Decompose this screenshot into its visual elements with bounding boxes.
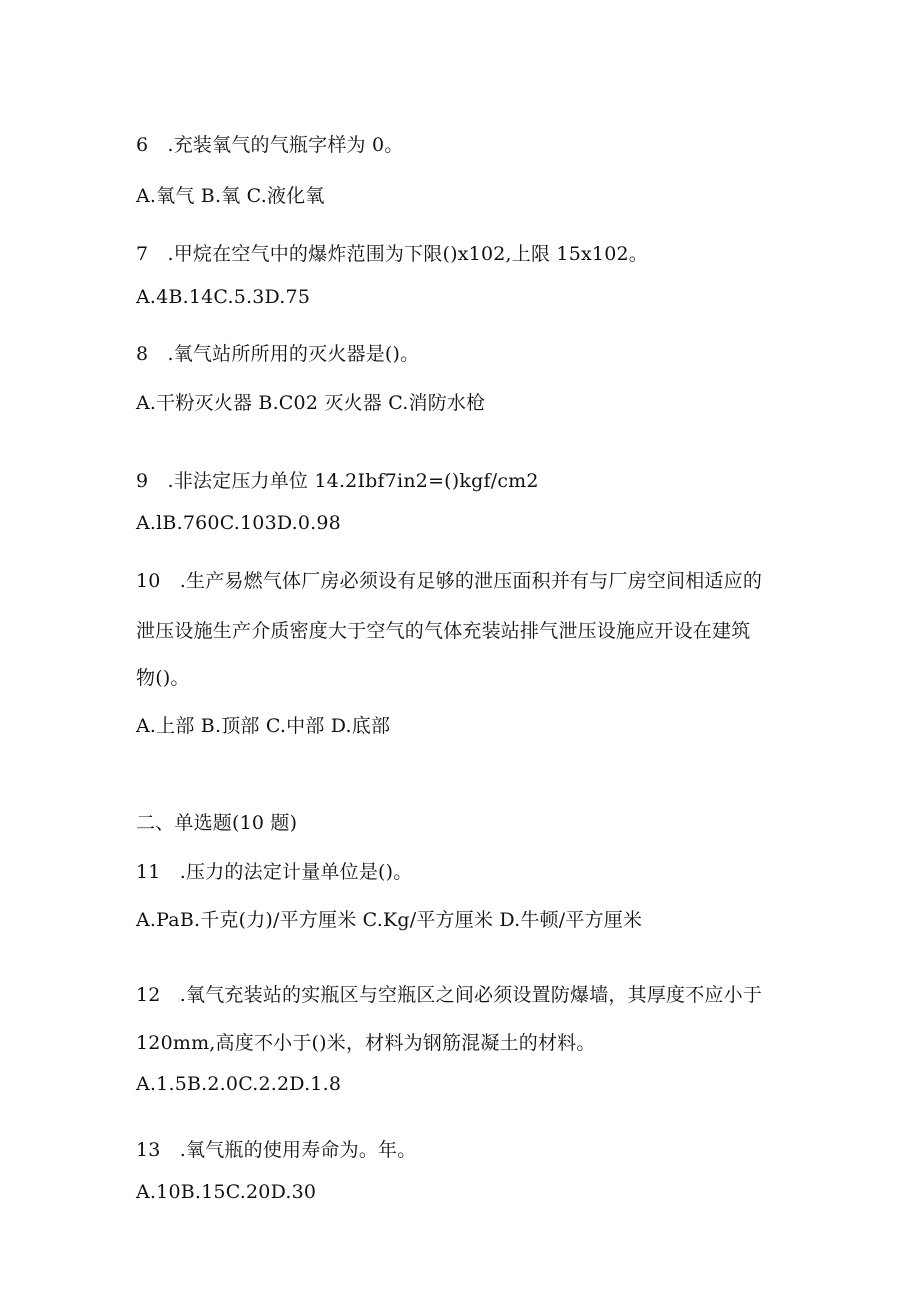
question-7-text: 7 .甲烷在空气中的爆炸范围为下限()x102,上限 15x102。: [136, 243, 648, 265]
question-11-text: 11 .压力的法定计量单位是()。: [136, 861, 413, 883]
question-9-text: 9 .非法定压力单位 14.2Ibf7in2=()kgf∕cm2: [136, 470, 539, 492]
question-10-options: A.上部 B.顶部 C.中部 D.底部: [136, 715, 391, 737]
question-12-text-line-1: 12 .氧气充装站的实瓶区与空瓶区之间必须设置防爆墙，其厚度不应小于: [136, 984, 763, 1006]
question-8-options: A.干粉灭火器 B.C02 灭火器 C.消防水枪: [136, 392, 486, 414]
question-9-options: A.lB.760C.103D.0.98: [136, 512, 341, 534]
section-heading: 二、单选题(10 题): [136, 812, 298, 834]
question-12-options: A.1.5B.2.0C.2.2D.1.8: [136, 1073, 342, 1095]
question-8-text: 8 .氧气站所所用的灭火器是()。: [136, 343, 420, 365]
question-11-options: A.PaB.千克(力)/平方厘米 C.Kg∕平方厘米 D.牛顿/平方厘米: [136, 909, 643, 931]
question-13-text: 13 .氧气瓶的使用寿命为。年。: [136, 1139, 417, 1161]
question-6-options: A.氧气 B.氧 C.液化氧: [136, 185, 325, 207]
question-10-text-line-2: 泄压设施生产介质密度大于空气的气体充装站排气泄压设施应开设在建筑: [136, 620, 751, 642]
question-12-text-line-2: 120mm,高度不小于()米，材料为钢筋混凝土的材料。: [136, 1032, 596, 1054]
question-10-text-line-3: 物()。: [136, 667, 190, 689]
question-7-options: A.4B.14C.5.3D.75: [136, 286, 311, 308]
question-13-options: A.10B.15C.20D.30: [136, 1181, 317, 1203]
question-10-text-line-1: 10 .生产易燃气体厂房必须设有足够的泄压面积并有与厂房空间相适应的: [136, 570, 763, 592]
question-6-text: 6 .充装氧气的气瓶字样为 0。: [136, 134, 404, 156]
